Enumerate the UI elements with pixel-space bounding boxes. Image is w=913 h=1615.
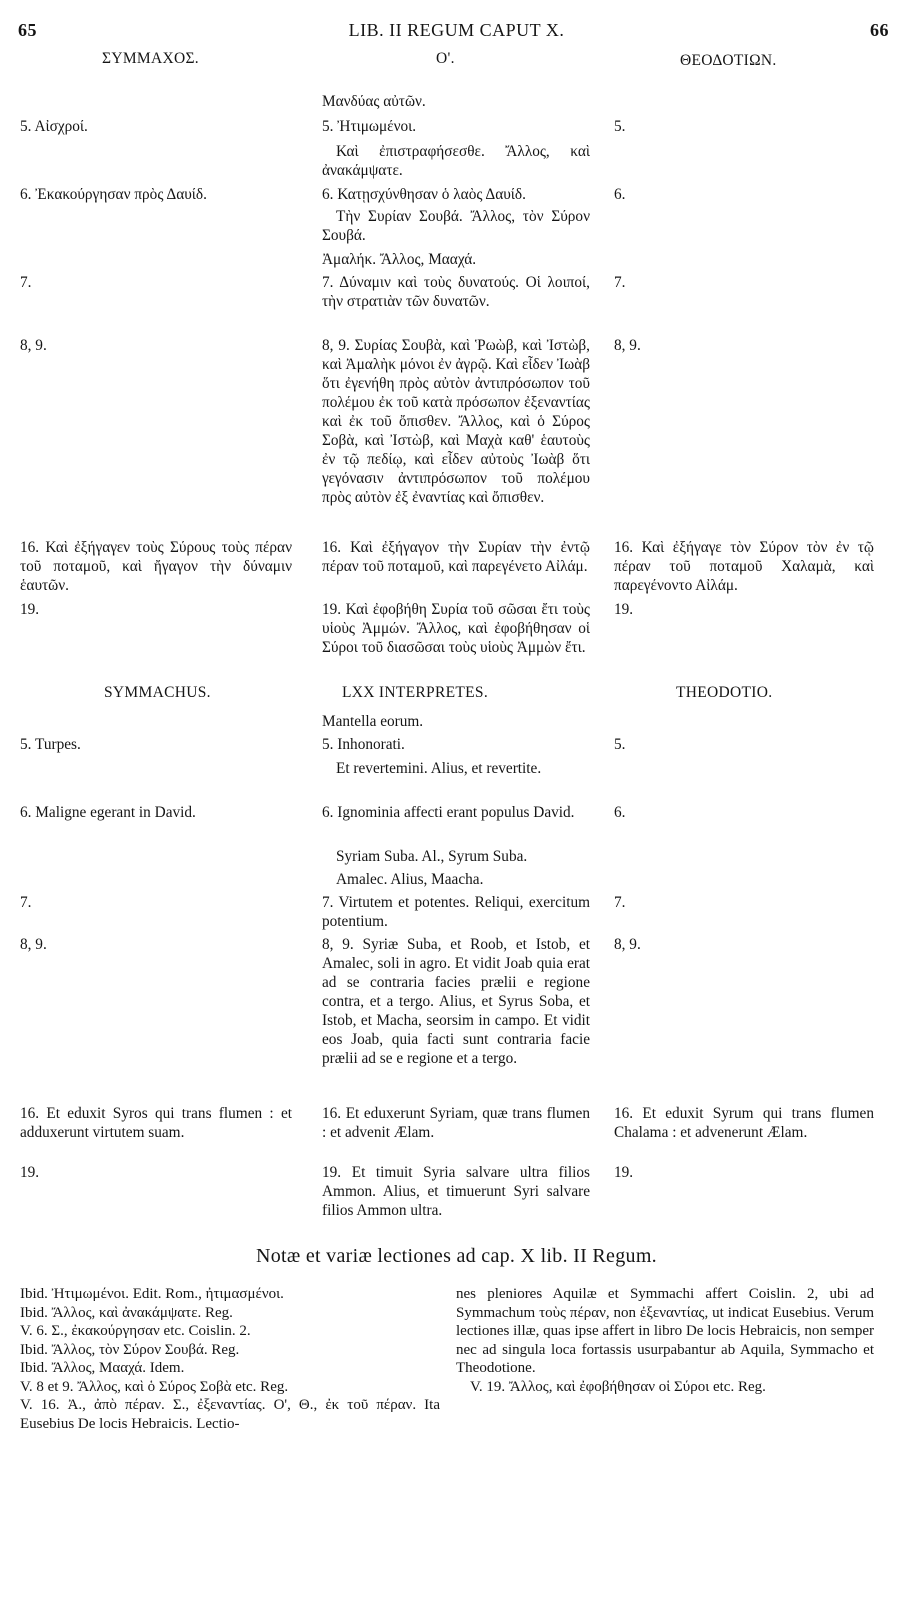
latin-theodotio-cell: 6. bbox=[614, 804, 626, 821]
note-line: V. 8 et 9. Ἄλλος, καὶ ὁ Σύρος Σοβὰ etc. Reg. bbox=[20, 1378, 289, 1395]
latin-symmachus-cell: 16. Et eduxit Syros qui trans flumen : et adduxerunt virtutem suam. bbox=[20, 1105, 292, 1141]
greek-symmachus-cell: 5. Αἰσχροί. bbox=[20, 118, 88, 135]
running-title: LIB. II REGUM CAPUT X. bbox=[348, 20, 565, 40]
latin-symmachus-cell: 5. Turpes. bbox=[20, 736, 81, 753]
latin-symmachus-cell: 19. bbox=[20, 1164, 40, 1181]
greek-header-theodotion: ΘΕΟΔΟΤΙΩΝ. bbox=[680, 52, 777, 69]
latin-lxx-cell: 6. Ignominia affecti erant populus David. bbox=[322, 804, 575, 821]
greek-lxx-cell: Ἀμαλήκ. Ἄλλος, Μααχά. bbox=[322, 251, 477, 268]
latin-theodotio-cell: 5. bbox=[614, 736, 626, 753]
latin-theodotio-cell: 8, 9. bbox=[614, 936, 641, 953]
note-paragraph: nes pleniores Aquilæ et Symmachi affert Coislin. 2, ubi ad Symmachum τοὺς πέραν, non ἐξεναντίας, ut indicat Eusebius. Verum lectiones illæ, quas ipse affert in libro De locis Hebraicis, non semper nec ad singula loca fortassis usurpabantur ab Aquila, Symmacho et Theodotione. bbox=[456, 1286, 874, 1376]
greek-lxx-cell: 7. Δύναμιν καὶ τοὺς δυνατούς. Οἱ λοιποί, τὴν στρατιὰν τῶν δυνατῶν. bbox=[322, 274, 590, 310]
running-head bbox=[0, 20, 913, 42]
page-number-right: 66 bbox=[870, 20, 889, 40]
note-line: V. 16. Ἀ., ἀπὸ πέραν. Σ., ἐξεναντίας. Ο', Θ., ἐκ τοῦ πέραν. Ita Eusebius De locis Hebraicis. Lectio- bbox=[20, 1397, 440, 1432]
greek-theodotion-cell: 5. bbox=[614, 118, 626, 135]
greek-symmachus-cell: 16. Καὶ ἐξήγαγεν τοὺς Σύρους τοὺς πέραν τοῦ ποταμοῦ, καὶ ἤγαγον τὴν δύναμιν ἑαυτῶν. bbox=[20, 539, 292, 594]
latin-theodotio-cell: 7. bbox=[614, 894, 626, 911]
greek-theodotion-cell: 8, 9. bbox=[614, 337, 641, 354]
greek-symmachus-cell: 6. Ἐκακούργησαν πρὸς Δαυίδ. bbox=[20, 186, 207, 203]
greek-theodotion-cell: 6. bbox=[614, 186, 626, 203]
note-line: V. 19. Ἄλλος, καὶ ἐφοβήθησαν οἱ Σύροι etc. Reg. bbox=[470, 1378, 766, 1395]
note-line: V. 6. Σ., ἐκακούργησαν etc. Coislin. 2. bbox=[20, 1323, 251, 1339]
greek-theodotion-cell: 16. Καὶ ἐξήγαγε τὸν Σύρον τὸν ἐν τῷ πέραν τοῦ ποταμοῦ Χαλαμὰ, καὶ παρεγένοντο Αἰλάμ. bbox=[614, 539, 874, 594]
greek-lxx-cell: Καὶ ἐπιστραφήσεσθε. Ἄλλος, καὶ ἀνακάμψατε. bbox=[322, 143, 590, 179]
latin-lxx-cell: 16. Et eduxerunt Syriam, quæ trans flumen : et advenit Ælam. bbox=[322, 1105, 590, 1141]
greek-lxx-cell: 8, 9. Συρίας Σουβὰ, καὶ Ῥωὼβ, καὶ Ἰστὼβ, καὶ Ἀμαλὴκ μόνοι ἐν ἀγρῷ. Καὶ εἶδεν Ἰωὰβ ὅτι ἐγενήθη πρὸς αὐτὸν ἀντιπρόσωπον τοῦ πολέμου ἐκ τοῦ κατὰ πρόσωπον ἐξεναντίας καὶ ἐκ τοῦ ὄπισθεν. Ἄλλος, καὶ ὁ Σύρος Σοβὰ, καὶ Ἰστὼβ, καὶ Μαχὰ καθ' ἑαυτοὺς ἐν τῷ πεδίῳ, καὶ εἶδεν αὐτοὺς Ἰωὰβ ὅτι γεγόνασιν ἀντιπρόσωπον τοῦ πολέμου πρὸς αὐτὸν ἐξ ἐναντίας καὶ ὄπισθεν. bbox=[322, 337, 590, 506]
greek-lxx-cell: 19. Καὶ ἐφοβήθη Συρία τοῦ σῶσαι ἔτι τοὺς υἱοὺς Ἀμμών. Ἄλλος, καὶ ἐφοβήθησαν οἱ Σύροι τοῦ διασῶσαι τοὺς υἱοὺς Ἀμμὼν ἔτι. bbox=[322, 601, 590, 656]
notes-left-column bbox=[20, 1285, 440, 1433]
latin-symmachus-cell: 6. Maligne egerant in David. bbox=[20, 804, 196, 821]
page-number-left: 65 bbox=[18, 20, 37, 40]
greek-theodotion-cell: 7. bbox=[614, 274, 626, 291]
greek-symmachus-cell: 19. bbox=[20, 601, 40, 618]
greek-header-symmachus: ΣΥΜΜΑΧΟΣ. bbox=[102, 50, 199, 67]
greek-theodotion-cell: 19. bbox=[614, 601, 634, 618]
latin-header-symmachus: SYMMACHUS. bbox=[104, 684, 211, 701]
note-line: Ibid. Ἠτιμωμένοι. Edit. Rom., ἠτιμασμένοι. bbox=[20, 1286, 284, 1302]
latin-lxx-cell: 5. Inhonorati. bbox=[322, 736, 405, 753]
greek-lxx-cell: 5. Ἠτιμωμένοι. bbox=[322, 118, 417, 135]
latin-theodotio-cell: 19. bbox=[614, 1164, 634, 1181]
greek-header-lxx: Ο'. bbox=[436, 50, 455, 67]
latin-lxx-cell: Mantella eorum. bbox=[322, 713, 424, 730]
latin-header-theodotio: THEODOTIO. bbox=[676, 684, 773, 701]
greek-lxx-cell: 6. Κατῃσχύνθησαν ὁ λαὸς Δαυίδ. bbox=[322, 186, 526, 203]
latin-lxx-cell: 7. Virtutem et potentes. Reliqui, exercitum potentium. bbox=[322, 894, 590, 930]
latin-lxx-cell: 19. Et timuit Syria salvare ultra filios Ammon. Alius, et timuerunt Syri salvare filios Ammon ultra. bbox=[322, 1164, 590, 1219]
greek-lxx-cell: 16. Καὶ ἐξήγαγον τὴν Συρίαν τὴν ἐντῷ πέραν τοῦ ποταμοῦ, καὶ παρεγένετο Αἰλάμ. bbox=[322, 539, 590, 575]
latin-lxx-cell: 8, 9. Syriæ Suba, et Roob, et Istob, et Amalec, soli in agro. Et vidit Joab quia erat ad se contraria facies prælii e regione contra, et a tergo. Alius, et Syrus Soba, et Istob, et Macha, seorsim in campo. Et vidit eos Joab, quia facti sunt contraria facie prælii ad se e regione et a tergo. bbox=[322, 936, 590, 1067]
latin-symmachus-cell: 8, 9. bbox=[20, 936, 47, 953]
greek-symmachus-cell: 7. bbox=[20, 274, 32, 291]
greek-lxx-cell: Μανδύας αὐτῶν. bbox=[322, 93, 426, 110]
latin-lxx-cell: Syriam Suba. Al., Syrum Suba. bbox=[336, 848, 528, 865]
latin-symmachus-cell: 7. bbox=[20, 894, 32, 911]
latin-header-lxx: LXX INTERPRETES. bbox=[342, 684, 489, 701]
latin-theodotio-cell: 16. Et eduxit Syrum qui trans flumen Chalama : et advenerunt Ælam. bbox=[614, 1105, 874, 1141]
note-line: Ibid. Ἄλλος, Μααχά. Idem. bbox=[20, 1360, 185, 1376]
note-line: Ibid. Ἄλλος, καὶ ἀνακάμψατε. Reg. bbox=[20, 1304, 233, 1321]
greek-lxx-cell: Τὴν Συρίαν Σουβά. Ἄλλος, τὸν Σύρον Σουβά. bbox=[322, 208, 590, 244]
notes-title: Notæ et variæ lectiones ad cap. X lib. II Regum. bbox=[256, 1245, 657, 1267]
latin-lxx-cell: Amalec. Alius, Maacha. bbox=[336, 871, 484, 888]
latin-lxx-cell: Et revertemini. Alius, et revertite. bbox=[336, 760, 542, 777]
note-line: Ibid. Ἄλλος, τὸν Σύρον Σουβά. Reg. bbox=[20, 1341, 240, 1358]
greek-symmachus-cell: 8, 9. bbox=[20, 337, 47, 354]
notes-right-column bbox=[456, 1285, 874, 1396]
